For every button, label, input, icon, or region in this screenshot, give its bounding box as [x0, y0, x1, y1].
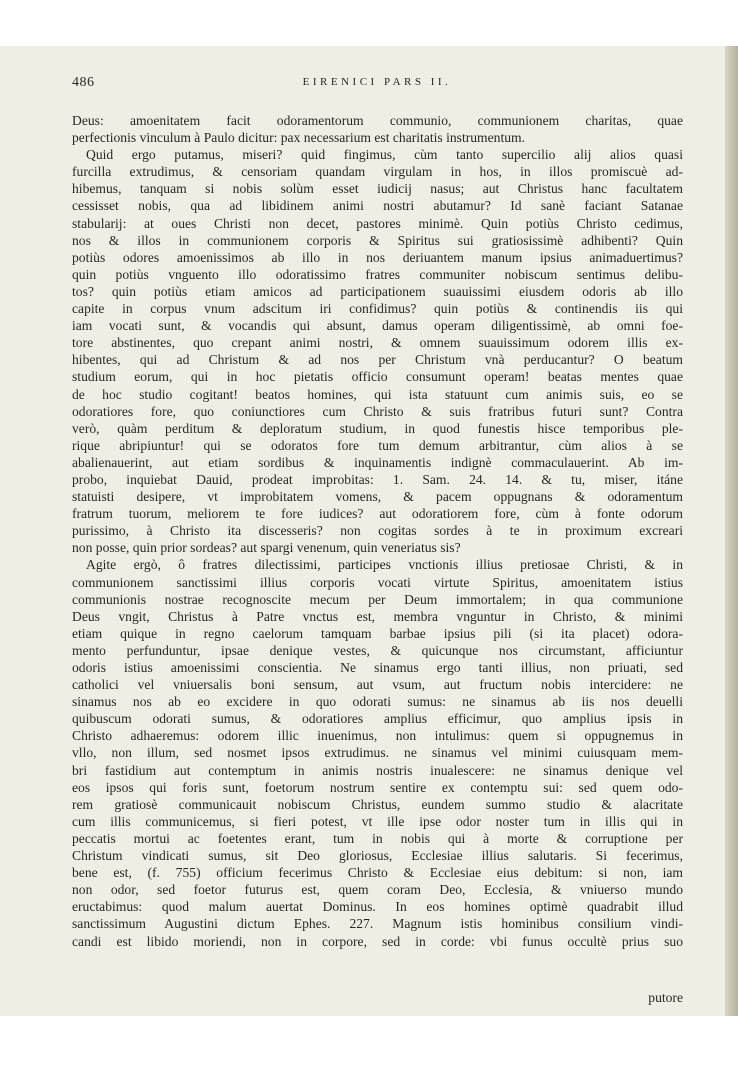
text-line: rique abripiuntur! qui se odoratos fore tum demum arbitrantur, cùm alios à se — [72, 437, 683, 453]
text-line: rem gratiosè communicauit nobiscum Christus, eundem summo studio & alacritate — [72, 796, 683, 812]
text-line: fratrum tuorum, meliorem te fore iudices? aut odoratiorem fore, cùm à fonte odorum — [72, 506, 683, 522]
text-line: communionem sanctissimi illius corporis vocati virtute Spiritus, amoenitatem istius — [72, 574, 683, 590]
running-title: EIRENICI PARS II. — [302, 76, 452, 88]
text-line: communionis nostrae recognoscite mecum per Deum immortalem; in qua communione — [72, 591, 683, 607]
text-line: vllo, non illum, sed nosmet ipsos extrudimus. ne sinamus vel minimi cuiusquam mem- — [72, 745, 683, 761]
text-line: candi est libido moriendi, non in corpore, sed in corde: vbi funus occultè prius suo — [72, 933, 683, 949]
catchword: putore — [648, 990, 683, 1005]
text-line: mento perfunduntur, ipsae denique vestes, & quicunque nos circumstant, afficiuntur — [72, 642, 683, 658]
text-line: studium eorum, qui in hoc pietatis officio consumunt operam! beatas mentes quae — [72, 369, 683, 385]
text-line: Christum vindicati sumus, sit Deo gloriosus, Ecclesiae illius salutaris. Si fecerimus, — [72, 848, 683, 864]
text-line: quin potiùs vnguento illo odoratissimo fratres communiter nobiscum sentimus delibu- — [72, 266, 683, 282]
text-line: capite in corpus vnum adscitum iri confidimus? quin potiùs & continendis iis qui — [72, 301, 683, 317]
text-line: hibentes, qui ad Christum & ad nos per Christum vnà perducantur? O beatum — [72, 352, 683, 368]
text-line: tore abstinentes, quo crepant animi nostri, & omnem suauissimum odorem illis ex- — [72, 335, 683, 351]
page-header — [72, 75, 682, 95]
body-text — [72, 112, 683, 950]
text-line: potiùs odores amoenissimos ab illo in nos deriuantem manum ipsius animaduertimus? — [72, 249, 683, 265]
text-line: Agite ergò, ô fratres dilectissimi, participes vnctionis illius pretiosae Christi, & in — [86, 557, 683, 573]
text-line: cessisset nobis, qua ad libidinem animi nostri abutamur? Id sanè faciant Satanae — [72, 198, 683, 214]
text-line: verò, quàm perditum & deploratum studium, in quod funestis hisce temporibus ple- — [72, 420, 683, 436]
text-line: cum illis communicemus, si fieri potest, vt ille ipse odor noster tum in illis qui in — [72, 813, 683, 829]
text-line: furcilla extrudimus, & censoriam quandam virgulam in hos, in illos promiscuè ad- — [72, 164, 683, 180]
page-edge — [725, 46, 738, 1016]
text-line: nos & illos in communionem corporis & Spiritus sui gratiosissimè adhibenti? Quin — [72, 232, 683, 248]
text-line: Deus: amoenitatem facit odoramentorum communio, communionem charitas, quae — [72, 113, 683, 128]
text-line: non odor, sed foetor futurus est, quem coram Deo, Ecclesia, & vniuerso mundo — [72, 882, 683, 898]
text-line: stabularij: at oues Christi non decet, pastores minimè. Quin potiùs Christo cedimus, — [72, 215, 683, 231]
text-line: eructabimus: quod malum auertat Dominus. In eos homines optimè quadrabit illud — [72, 899, 683, 915]
page-number: 486 — [72, 75, 95, 90]
text-line: catholici vel vniuersalis boni sensum, aut vsum, aut fructum nobis intercidere: ne — [72, 677, 683, 693]
text-line: eos ipsos qui foris sunt, foetorum nostrum sentire ex contemptu sui: sed quem odo- — [72, 779, 683, 795]
text-line: probo, inquiebat Dauid, prodeat improbitas: 1. Sam. 24. 14. & tu, miser, itáne — [72, 471, 683, 487]
text-line: bri fastidium aut contemptum in animis nostris inualescere: ne sinamus denique vel — [72, 762, 683, 778]
text-line: Deus vngit, Christus à Patre vnctus est, membra vnguntur in Christo, & minimi — [72, 608, 683, 624]
text-line: perfectionis vinculum à Paulo dicitur: pax necessarium est charitatis instrumentum. — [72, 130, 526, 146]
text-line: peccatis mortui ac foetentes erant, tum in nobis qui à morte & corruptione per — [72, 830, 683, 846]
text-line: abalienauerint, aut etiam sordibus & inquinamentis indignè commaculauerint. Ab im- — [72, 454, 683, 470]
text-line: hibemus, tanquam si nobis solùm esset iudicij nasus; aut Christus hanc facultatem — [72, 181, 683, 197]
text-line: odoratiores fore, quo coniunctiores cum Christo & suis fratribus futuri sunt? Contra — [72, 403, 683, 419]
text-line: sanctissimum Augustini dictum Ephes. 227. Magnum istis hominibus consilium vindi- — [72, 916, 683, 932]
text-line: Quid ergo putamus, miseri? quid fingimus, cùm tanto supercilio alij alios quasi — [86, 147, 683, 163]
text-line: iam vocati sunt, & vocandis qui absunt, damus operam diligentissimè, ab omni foe- — [72, 318, 683, 334]
text-line: odoris istius amoenissimi conscientia. Ne sinamus ergo tanti illius, non priuati, sed — [72, 660, 683, 675]
text-line: Christo adhaeremus: odorem illic inuenimus, non intulimus: quem si oppugnemus in — [72, 728, 683, 744]
text-line: non posse, quin prior sordeas? aut spargi venenum, quin veneriatus sis? — [72, 540, 461, 556]
text-line: sinamus nos ab eo excidere in quo odorati sumus: ne sinamus ab iis nos deuelli — [72, 694, 683, 710]
text-line: purissimo, à Christo ita discesseris? non cogitas sordes à te in proximum excreari — [72, 523, 683, 539]
text-line: etiam quique in regno caelorum tamquam barbae ipsius pili (si ita placet) odora- — [72, 625, 683, 641]
text-line: bene est, (f. 755) officium fecerimus Christo & Ecclesiae eius debitum: si non, iam — [72, 865, 683, 881]
text-line: tos? quin potiùs etiam amicos ad participationem suauissimi eiusdem odoris ab illo — [72, 283, 683, 299]
text-line: quibuscum odorati sumus, & odoratiores amplius efficimur, quo amplius ipsis in — [72, 711, 683, 727]
text-line: statuisti desipere, vt improbitatem vomens, & pacem oppugnans & odoramentum — [72, 489, 683, 505]
text-line: de hoc studio cogitant! beatos homines, qui ista statuunt cum animis suis, eo se — [72, 386, 683, 402]
